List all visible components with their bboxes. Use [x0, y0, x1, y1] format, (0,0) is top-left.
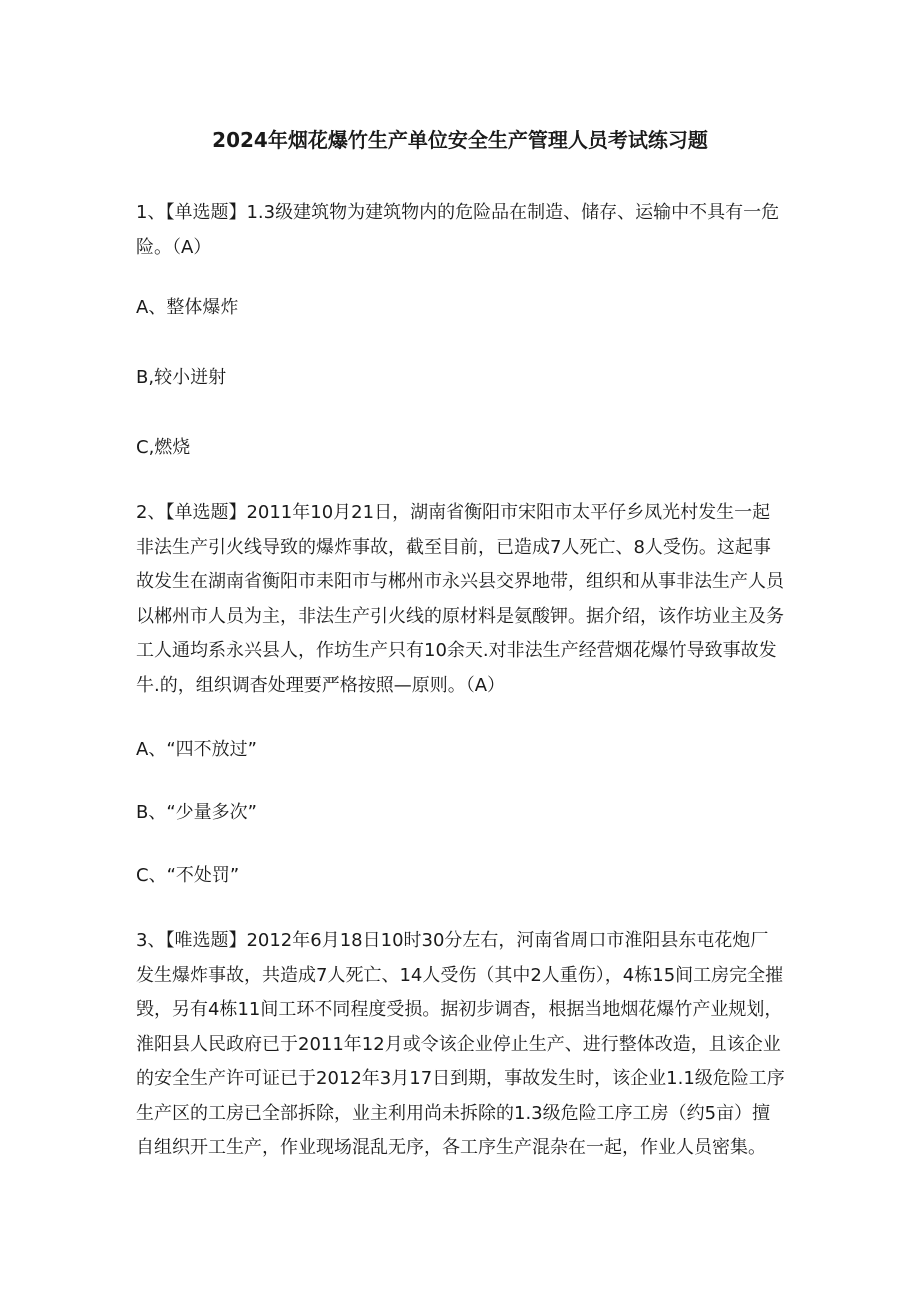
- question-3: 3、【唯选题】2012年6月18日10时30分左右，河南省周口市淮阳县东屯花炮厂发生爆炸事故，共造成7人死亡、14人受伤（其中2人重伤），4栋15间工房完全摧毁，另有4栋11间工环不同程度受损。据初步调杳，根据当地烟花爆竹产业规划，淮阳县人民政府已于2011年12月或令该企业停止生产、进行整体改造，且该企业的安全生产许可证已于2012年3月17日到期，事故发生时，该企业1.1级危险工序生产区的工房已全部拆除，业主利用尚未拆除的1.3级危险工序工房（约5亩）擅自组织开工生产，作业现场混乱无序，各工序生产混杂在一起，作业人员密集。: [136, 930, 785, 1158]
- question-2-option-b: B、“少量多次”: [136, 802, 257, 823]
- question-1-option-c: C,燃烧: [136, 437, 191, 458]
- page-title: 2024年烟花爆竹生产单位安全生产管理人员考试练习题: [212, 128, 708, 152]
- question-1: 1、【单选题】1.3级建筑物为建筑物内的危险品在制造、储存、运输中不具有一危险。（A）: [136, 202, 780, 258]
- question-2-option-a: A、“四不放过”: [136, 739, 257, 760]
- question-2-option-c: C、“不处罚”: [136, 865, 240, 886]
- question-1-option-a: A、整体爆炸: [136, 297, 239, 318]
- question-1-option-b: B,较小迸射: [136, 367, 227, 388]
- question-2: 2、【单选题】2011年10月21日，湖南省衡阳市宋阳市太平仔乡凤光村发生一起非法生产引火线导致的爆炸事故，截至目前，已造成7人死亡、8人受伤。这起事故发生在湖南省衡阳市耒阳市与郴州市永兴县交界地带，组织和从事非法生产人员以郴州市人员为主，非法生产引火线的原材料是氨酸钾。据介绍，该作坊业主及务工人通均系永兴县人，作坊生产只有10余天.对非法生产经营烟花爆竹导致事故发牛.的，组织调杳处理要严格按照—原则。（A）: [136, 502, 784, 696]
